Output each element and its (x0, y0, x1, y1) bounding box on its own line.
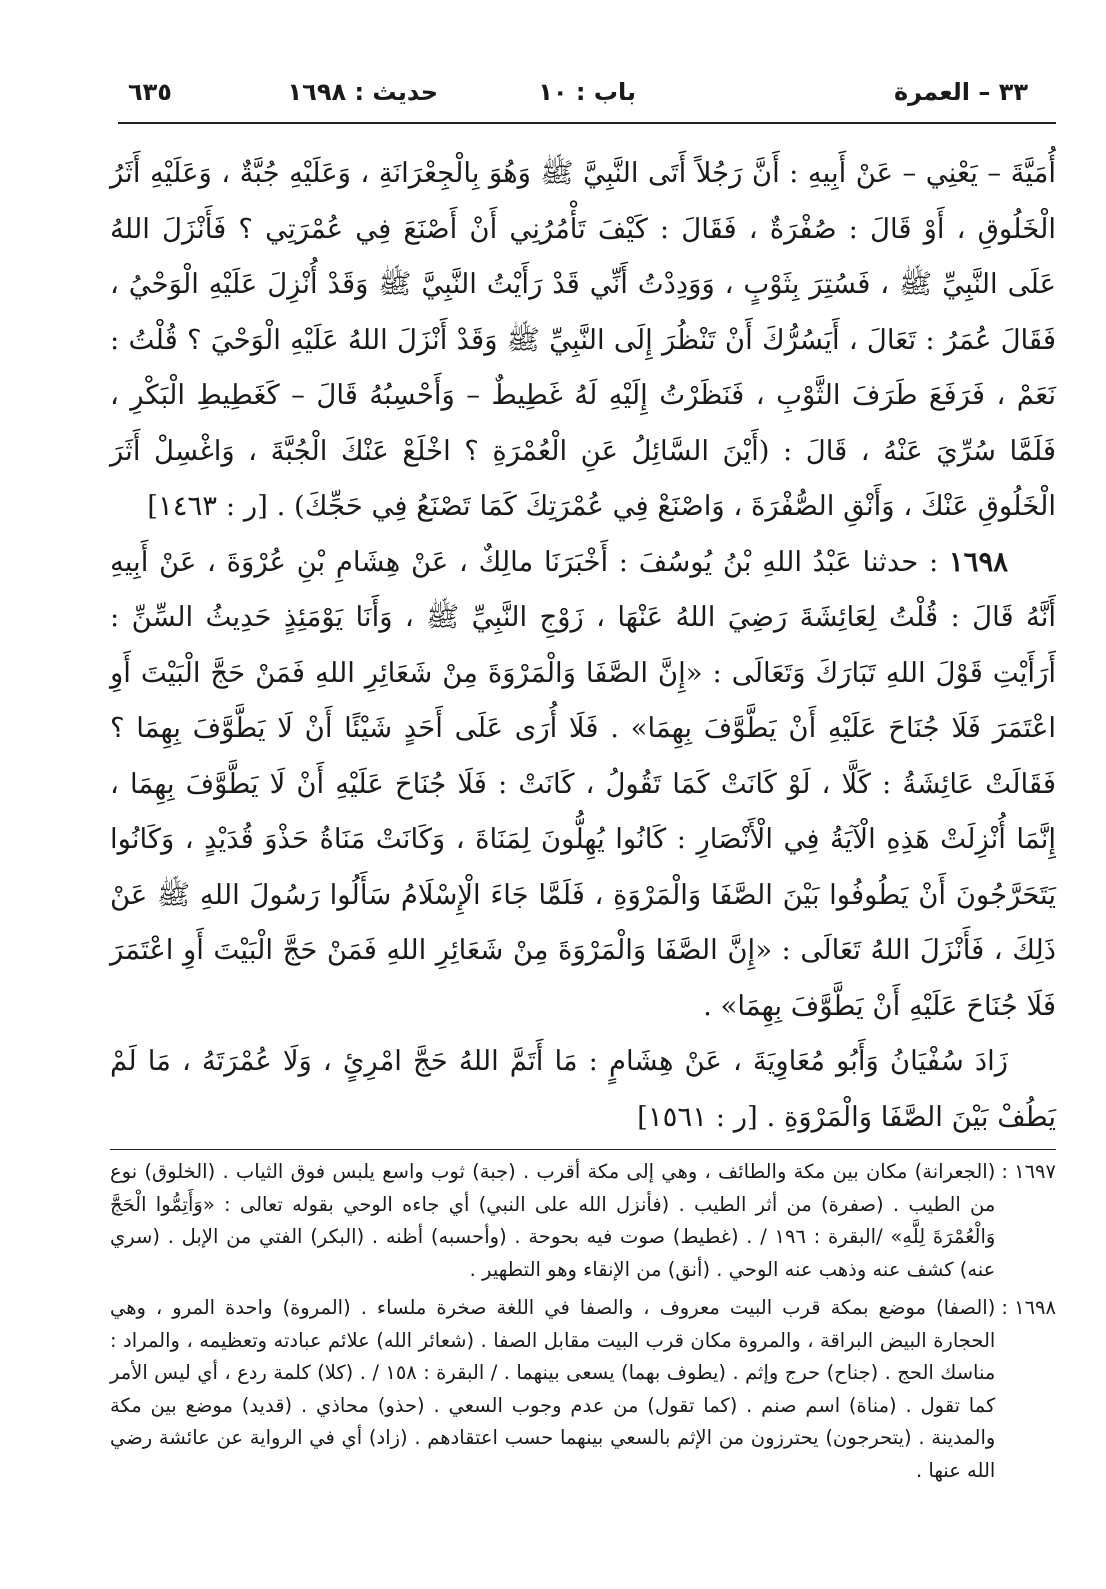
header-rule (118, 122, 1056, 124)
footnote-number: ١٦٩٧ : (1001, 1160, 1056, 1183)
hadith-1698-text: : حدثنا عَبْدُ اللهِ بْنُ يُوسُفَ : أَخْبَرَنَا مالِكٌ ، عَنْ هِشَامِ بْنِ عُرْوَةَ ، عَنْ أَبِيهِ أَنَّهُ قَالَ : قُلْتُ لِعَائِشَةَ رَضِيَ اللهُ عَنْهَا ، زَوْجِ النَّبِيِّ ﷺ ، وَأَنَا يَوْمَئِذٍ حَدِيثُ السِّنِّ : أَرَأَيْتِ قَوْلَ اللهِ تَبَارَكَ وَتَعَالَى : «إِنَّ الصَّفَا وَالْمَرْوَةَ مِنْ شَعَائِرِ اللهِ فَمَنْ حَجَّ الْبَيْتَ أَوِ اعْتَمَرَ فَلَا جُنَاحَ عَلَيْهِ أَنْ يَطَّوَّفَ بِهِمَا» . فَلَا أُرَى عَلَى أَحَدٍ شَيْئًا أَنْ لَا يَطَّوَّفَ بِهِمَا ؟ فَقَالَتْ عَائِشَةُ : كَلَّا ، لَوْ كَانَتْ كَمَا تَقُولُ ، كَانَتْ : فَلَا جُنَاحَ عَلَيْهِ أَنْ لَا يَطَّوَّفَ بِهِمَا ، إِنَّمَا أُنْزِلَتْ هَذِهِ الْآيَةُ فِي الْأَنْصَارِ : كَانُوا يُهِلُّونَ لِمَنَاةَ ، وَكَانَتْ مَنَاةُ حَذْوَ قُدَيْدٍ ، وَكَانُوا يَتَحَرَّجُونَ أَنْ يَطُوفُوا بَيْنَ الصَّفَا وَالْمَرْوَةِ ، فَلَمَّا جَاءَ الْإِسْلَامُ سَأَلُوا رَسُولَ اللهِ ﷺ عَنْ ذَلِكَ ، فَأَنْزَلَ اللهُ تَعَالَى : «إِنَّ الصَّفَا وَالْمَرْوَةَ مِنْ شَعَائِرِ اللهِ فَمَنْ حَجَّ الْبَيْتَ أَوِ اعْتَمَرَ فَلَا جُنَاحَ عَلَيْهِ أَنْ يَطَّوَّفَ بِهِمَا» . (110, 545, 1056, 1022)
book-page (110, 70, 1056, 1560)
running-header (110, 70, 1056, 124)
main-text (110, 146, 1056, 1145)
hadith-1697-continuation: أُمَيَّةَ – يَعْنِي – عَنْ أَبِيهِ : أَنَّ رَجُلاً أَتَى النَّبِيَّ ﷺ وَهُوَ بِالْجِعْرَانَةِ ، وَعَلَيْهِ جُبَّةٌ ، وَعَلَيْهِ أَثَرُ الْخَلُوقِ ، أَوْ قَالَ : صُفْرَةٌ ، فَقَالَ : كَيْفَ تَأْمُرُنِي أَنْ أَصْنَعَ فِي عُمْرَتِي ؟ فَأَنْزَلَ اللهُ عَلَى النَّبِيِّ ﷺ ، فَسُتِرَ بِثَوْبٍ ، وَوَدِدْتُ أَنِّي قَدْ رَأَيْتُ النَّبِيَّ ﷺ وَقَدْ أُنْزِلَ عَلَيْهِ الْوَحْيُ ، فَقَالَ عُمَرُ : تَعَالَ ، أَيَسُرُّكَ أَنْ تَنْظُرَ إِلَى النَّبِيِّ ﷺ وَقَدْ أَنْزَلَ اللهُ عَلَيْهِ الْوَحْيَ ؟ قُلْتُ : نَعَمْ ، فَرَفَعَ طَرَفَ الثَّوْبِ ، فَنَظَرْتُ إِلَيْهِ لَهُ غَطِيطٌ – وَأَحْسِبُهُ قَالَ – كَغَطِيطِ الْبَكْرِ ، فَلَمَّا سُرِّيَ عَنْهُ ، قَالَ : (أَيْنَ السَّائِلُ عَنِ الْعُمْرَةِ ؟ اخْلَعْ عَنْكَ الْجُبَّةَ ، وَاغْسِلْ أَثَرَ الْخَلُوقِ عَنْكَ ، وَأَنْقِ الصُّفْرَةَ ، وَاصْنَعْ فِي عُمْرَتِكَ كَمَا تَصْنَعُ فِي حَجِّكَ) . [ر : ١٤٦٣] (110, 157, 1056, 522)
hadith-range: حديث : ١٦٩٨ (287, 78, 438, 106)
hadith-1698-addition: زَادَ سُفْيَانُ وَأَبُو مُعَاوِيَةَ ، عَنْ هِشَامٍ : مَا أَتَمَّ اللهُ حَجَّ امْرِئٍ ، وَلَا عُمْرَتَهُ ، مَا لَمْ يَطُفْ بَيْنَ الصَّفَا وَالْمَرْوَةِ . [ر : ١٥٦١] (110, 1045, 1056, 1133)
footnote-text: (الجعرانة) مكان بين مكة والطائف ، وهي إلى مكة أقرب . (جبة) ثوب واسع يلبس فوق الثياب . (الخلوق) نوع من الطيب . (صفرة) من أثر الطيب . (فأنزل الله على النبي) أي جاءه الوحي بقوله تعالى : «وَأَتِمُّوا الْحَجَّ وَالْعُمْرَةَ لِلَّهِ» /البقرة : ١٩٦ / . (غطيط) صوت فيه بحوحة . (وأحسبه) أظنه . (البكر) الفتي من الإبل . (سري عنه) كشف عنه وذهب عنه الوحي . (أنق) من الإنقاء وهو التطهير . (110, 1160, 996, 1281)
footnote-1698 (110, 1292, 1056, 1487)
footnote-separator (110, 1149, 1056, 1150)
hadith-1698 (110, 535, 1056, 1035)
footnotes (110, 1156, 1056, 1487)
footnote-text: (الصفا) موضع بمكة قرب البيت معروف ، والصفا في اللغة صخرة ملساء . (المروة) واحدة المرو ، وهي الحجارة البيض البراقة ، والمروة مكان قرب البيت مقابل الصفا . (شعائر الله) علائم عبادته وتعظيمه ، والمراد : مناسك الحج . (جناح) حرج وإثم . (يطوف بهما) يسعى بينهما . / البقرة : ١٥٨ / . (كلا) كلمة ردع ، أي ليس الأمر كما تقول . (مناة) اسم صنم . (كما تقول) من عدم وجوب السعي . (حذو) محاذي . (قديد) موضع بين مكة والمدينة . (يتحرجون) يحترزون من الإثم بالسعي بينهما حسب اعتقادهم . (زاد) أي في الرواية عن عائشة رضي الله عنها . (110, 1296, 996, 1482)
hadith-number: ١٦٩٨ (948, 545, 1008, 578)
chapter-title: ٣٣ – العمرة (894, 78, 1028, 106)
bab-number: باب : ١٠ (538, 78, 636, 106)
footnote-1697 (110, 1156, 1056, 1286)
page-number: ٦٣٥ (128, 78, 172, 106)
footnote-number: ١٦٩٨ : (1001, 1296, 1056, 1319)
